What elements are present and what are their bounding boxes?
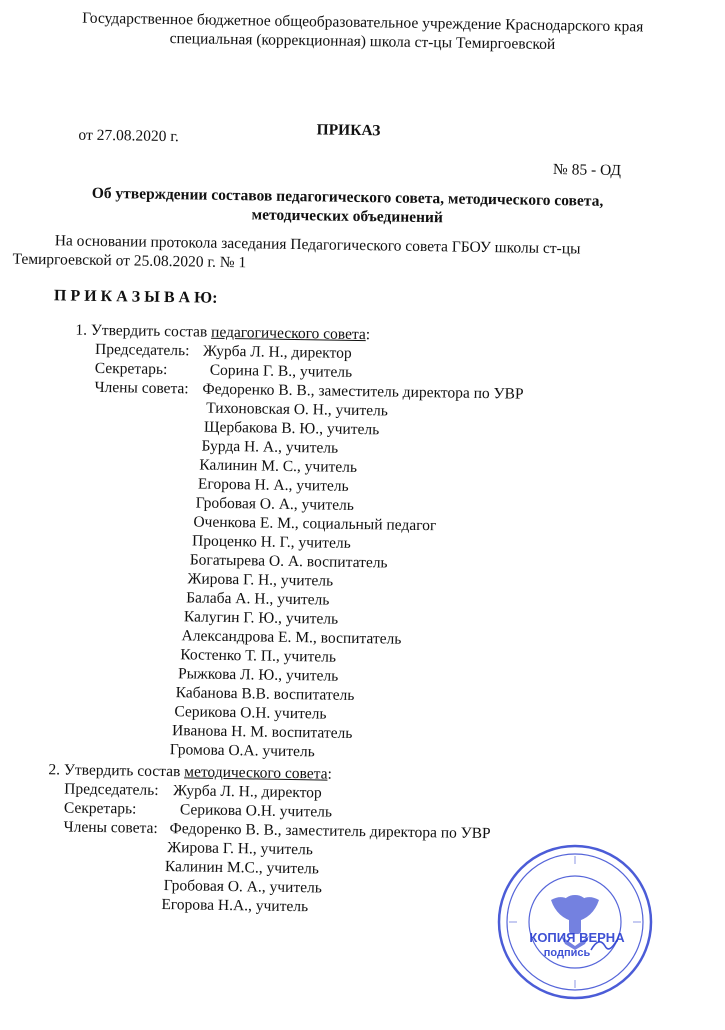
item1-member: Щербакова В. Ю., учитель: [203, 418, 380, 439]
item1-member: Кабанова В.В. воспитатель: [175, 684, 355, 704]
stamp-text-copy: КОПИЯ ВЕРНА: [529, 930, 625, 945]
item2-chair-label: Председатель:: [64, 780, 159, 799]
item2-member: Федоренко В. В., заместитель директора по УВР: [169, 820, 491, 843]
order-basis-line2: Темиргоевской от 25.08.2020 г. № 1: [12, 250, 247, 272]
item1-chair-label: Председатель:: [94, 340, 190, 360]
item1-member: Громова О.А. учитель: [169, 741, 315, 761]
item1-member: Калинин М. С., учитель: [199, 456, 358, 477]
item1-chair: Журба Л. Н., директор: [202, 342, 352, 362]
item1-member: Балаба А. Н., учитель: [186, 589, 330, 609]
item1-member: Бурда Н. А., учитель: [201, 437, 339, 457]
item1-council-name: педагогического совета: [210, 323, 366, 344]
org-name-line1: Государственное бюджетное общеобразовательное учреждение Краснодарского края: [82, 9, 644, 36]
item1-suffix: :: [365, 326, 371, 344]
item1-secretary: Сорина Г. В., учитель: [209, 361, 353, 381]
item2-suffix: :: [327, 765, 333, 783]
item1-member: Тихоновская О. Н., учитель: [206, 399, 388, 420]
item2-member: Егорова Н.А., учитель: [161, 895, 309, 916]
item2-member: Жирова Г. Н., учитель: [167, 839, 314, 859]
item1-member: Костенко Т. П., учитель: [180, 646, 337, 666]
order-subject-line2: методических объединений: [251, 206, 444, 227]
order-date: от 27.08.2020 г.: [78, 126, 179, 146]
stamp-text-signature: подпись: [543, 947, 591, 959]
item1-member: Федоренко В. В., заместитель директора по УВР: [202, 380, 524, 403]
item1-member: Богатырева О. А. воспитатель: [189, 551, 388, 572]
item2-council-name: методического совета: [184, 763, 328, 783]
item1-member: Проценко Н. Г., учитель: [191, 532, 351, 552]
item1-member: Рыжкова Л. Ю., учитель: [177, 665, 339, 685]
order-title: ПРИКАЗ: [316, 121, 381, 140]
item2-member: Гробовая О. А., учитель: [163, 877, 322, 897]
item1-member: Александрова Е. М., воспитатель: [181, 627, 402, 648]
decree-heading: П Р И К А З Ы В А Ю:: [53, 287, 218, 307]
item2-secretary-label: Секретарь:: [63, 799, 137, 818]
item1-member: Егорова Н. А., учитель: [197, 475, 349, 495]
item2-chair: Журба Л. Н., директор: [173, 782, 322, 802]
order-number: № 85 - ОД: [552, 161, 622, 180]
order-basis-line1: На основании протокола заседания Педагогического совета ГБОУ школы ст-цы: [54, 232, 581, 258]
order-subject-line1: Об утверждении составов педагогического совета, методического совета,: [91, 184, 604, 210]
item1-member: Жирова Г. Н., учитель: [187, 570, 334, 590]
item2-members-label: Члены совета:: [63, 818, 158, 837]
item1-member: Оченкова Е. М., социальный педагог: [193, 513, 437, 535]
item2-member: Калинин М.С., учитель: [164, 858, 319, 878]
item1-member: Калугин Г. Ю., учитель: [183, 608, 339, 628]
item1-secretary-label: Секретарь:: [94, 359, 168, 379]
item1-prefix: 1. Утвердить состав: [75, 321, 212, 341]
item1-member: Иванова Н. М. воспитатель: [171, 722, 353, 742]
item2-prefix: 2. Утвердить состав: [48, 761, 185, 781]
item2-secretary: Серикова О.Н. учитель: [179, 801, 333, 821]
item1-member: Гробовая О. А., учитель: [195, 494, 355, 514]
org-name-line2: специальная (коррекционная) школа ст-цы Темиргоевской: [169, 30, 556, 54]
item1-members-label: Члены совета:: [94, 378, 189, 398]
official-stamp-icon: [495, 842, 655, 1002]
item1-member: Серикова О.Н. учитель: [174, 703, 327, 723]
